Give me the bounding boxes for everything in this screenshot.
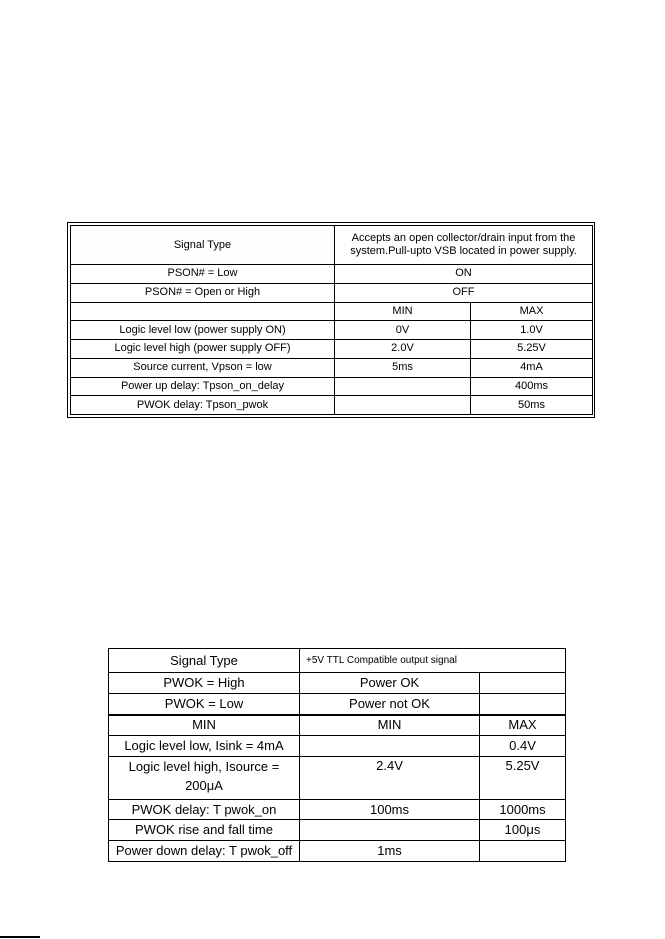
pwok-spec-label: Power down delay: T pwok_off [109,841,300,862]
pson-row-label: PSON# = Low [71,265,335,284]
pwok-spec-min: 2.4V [300,757,480,800]
pson-row-value: ON [335,265,593,284]
pson-row-value: OFF [335,283,593,302]
pson-spec-min: 0V [335,321,471,340]
table-row [71,321,593,340]
pwok-spec-min: 1ms [300,841,480,862]
pson-signal-table [67,222,595,418]
pson-spec-max: 400ms [471,377,593,396]
pson-header-label: Signal Type [71,226,335,265]
table-row [71,226,593,265]
table-row [71,283,593,302]
pson-spec-max: 4mA [471,358,593,377]
table-row [109,757,566,800]
table-row [109,736,566,757]
table-row [109,799,566,820]
pwok-spec-max: 5.25V [480,757,566,800]
pson-spec-label: Logic level low (power supply ON) [71,321,335,340]
pson-row-label: PSON# = Open or High [71,283,335,302]
pson-table [70,225,593,415]
pson-spec-max: 1.0V [471,321,593,340]
pwok-row-value: Power OK [300,673,480,694]
table-row [71,377,593,396]
table-row [71,302,593,321]
pwok-header-label: Signal Type [109,649,300,673]
pson-spec-min: 5ms [335,358,471,377]
pwok-row-extra [480,693,566,714]
pwok-spec-max: 1000ms [480,799,566,820]
table-row [109,820,566,841]
pson-max-header: MAX [471,302,593,321]
pwok-table [108,648,566,862]
pwok-row-extra [480,673,566,694]
table-row [71,396,593,415]
pson-spec-min [335,377,471,396]
pson-header-value: Accepts an open collector/drain input from the system.Pull-upto VSB located in power supply. [335,226,593,265]
pwok-spec-min: 100ms [300,799,480,820]
table-row [71,265,593,284]
pson-spec-label: Source current, Vpson = low [71,358,335,377]
pwok-spec-max: 100μs [480,820,566,841]
pson-spec-min: 2.0V [335,340,471,359]
pwok-spec-max [480,841,566,862]
pwok-row-value: Power not OK [300,693,480,714]
pson-spec-max: 50ms [471,396,593,415]
pson-min-header: MIN [335,302,471,321]
table-row [109,715,566,736]
pwok-minmax-label: MIN [109,715,300,736]
pwok-spec-label: PWOK rise and fall time [109,820,300,841]
table-row [71,340,593,359]
pwok-spec-label: Logic level high, Isource = 200μA [109,757,300,800]
pwok-spec-min [300,820,480,841]
pson-spec-min [335,396,471,415]
pwok-spec-min [300,736,480,757]
table-row [109,841,566,862]
pwok-spec-label: Logic level low, Isink = 4mA [109,736,300,757]
table-row [109,649,566,673]
pwok-min-header: MIN [300,715,480,736]
pwok-row-label: PWOK = Low [109,693,300,714]
pson-spec-label: PWOK delay: Tpson_pwok [71,396,335,415]
pwok-spec-max: 0.4V [480,736,566,757]
pwok-max-header: MAX [480,715,566,736]
table-row [109,673,566,694]
pwok-row-label: PWOK = High [109,673,300,694]
page-corner-mark [0,936,40,938]
pwok-spec-label: PWOK delay: T pwok_on [109,799,300,820]
table-row [71,358,593,377]
table-row [109,693,566,714]
pson-minmax-label [71,302,335,321]
pson-spec-label: Logic level high (power supply OFF) [71,340,335,359]
pwok-header-value: +5V TTL Compatible output signal [300,649,566,673]
pson-spec-label: Power up delay: Tpson_on_delay [71,377,335,396]
pson-spec-max: 5.25V [471,340,593,359]
